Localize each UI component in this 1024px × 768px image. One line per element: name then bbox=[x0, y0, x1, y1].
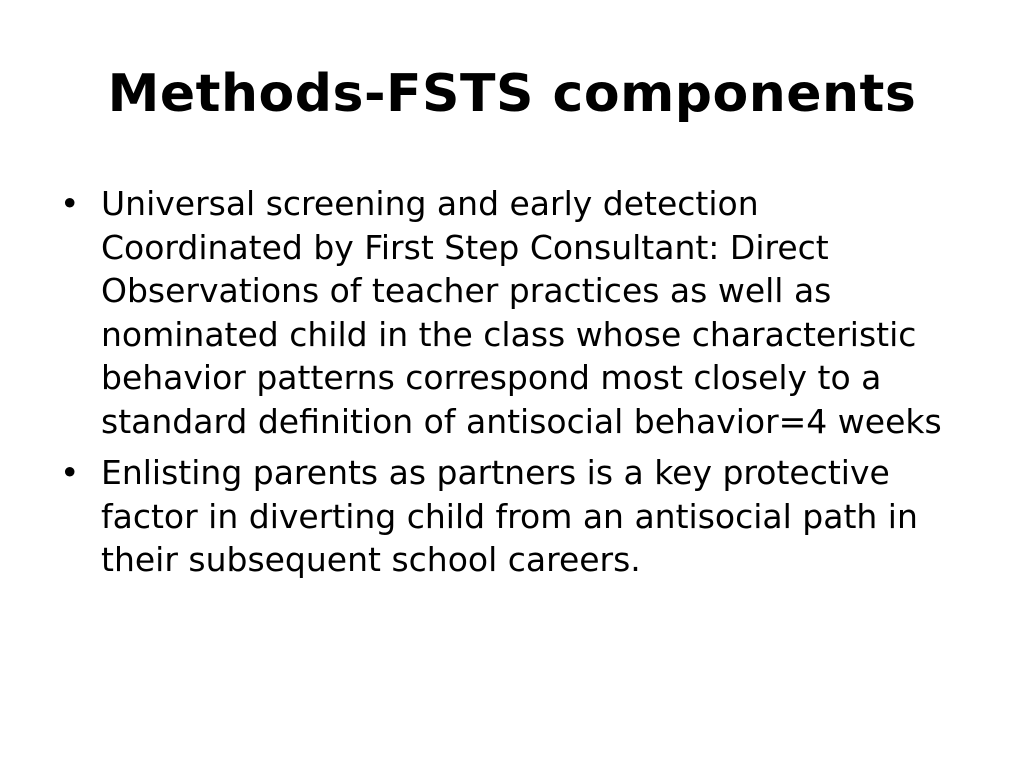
bullet-icon: • bbox=[60, 453, 80, 492]
bullet-item-screening bbox=[60, 182, 960, 443]
bullet-text: Universal screening and early detection Coordinated by First Step Consultant: Direct Observations of teacher practices as well as nominated child in the class whose characteristic behavior patterns correspond most closely to a standard definition of antisocial behavior=4 weeks bbox=[101, 184, 942, 441]
slide-title: Methods-FSTS components bbox=[107, 64, 917, 124]
bullet-list bbox=[60, 182, 960, 590]
bullet-item-parents bbox=[60, 451, 960, 582]
bullet-icon: • bbox=[60, 184, 80, 223]
bullet-text: Enlisting parents as partners is a key protective factor in diverting child from an antisocial path in their subsequent school careers. bbox=[101, 453, 918, 579]
